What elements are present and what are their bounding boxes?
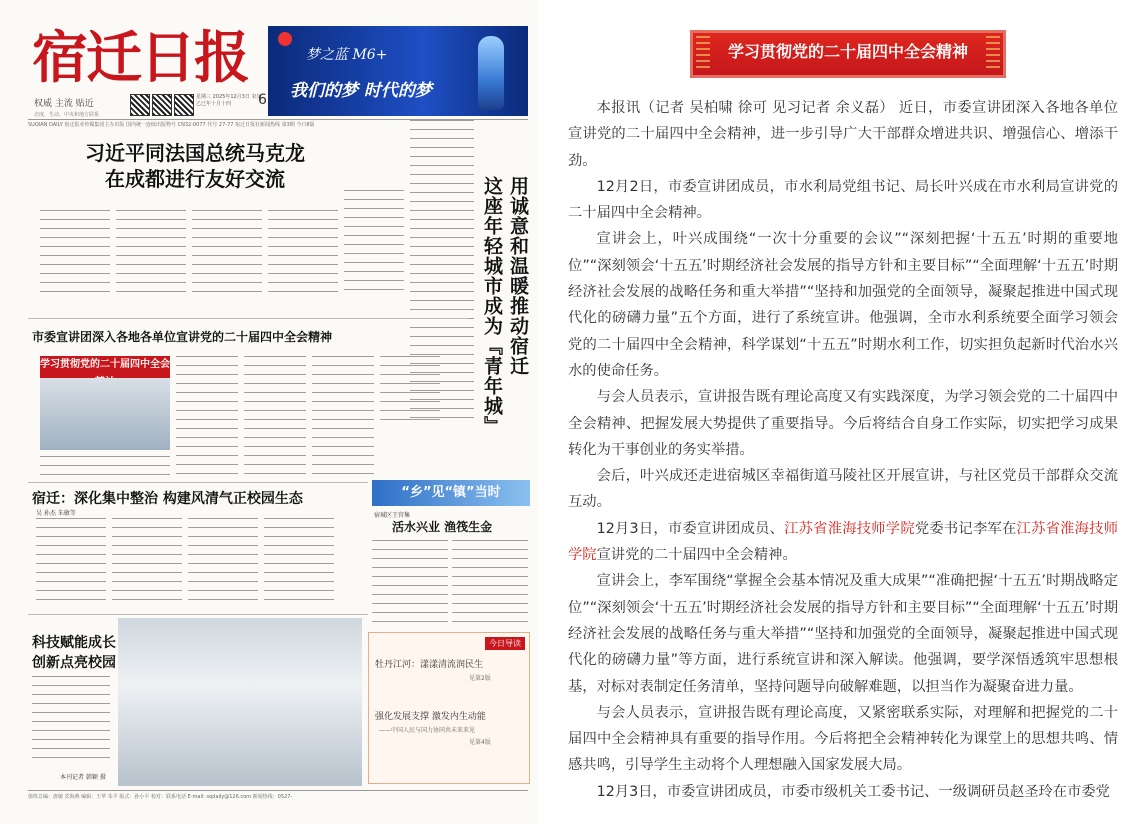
article-paragraph xyxy=(568,95,1118,174)
highlighted-link[interactable]: 江苏省淮海技师学院 xyxy=(784,520,915,537)
article-paragraph xyxy=(568,516,1118,569)
divider xyxy=(28,318,468,319)
masthead-slogan xyxy=(34,96,99,119)
classroom-photo xyxy=(118,618,362,786)
slogan-text: 权威 主流 贴近 xyxy=(34,99,94,109)
qr-code-icon xyxy=(152,94,172,116)
body-text xyxy=(380,356,440,426)
divider xyxy=(28,614,368,615)
newspaper-page-thumbnail xyxy=(0,0,538,824)
bottle-image xyxy=(478,36,504,110)
guide-item-2: 强化发展支撑 激发内生动能 xyxy=(375,712,486,722)
body-text xyxy=(40,210,110,300)
paragraph-text: 本报讯（记者 吴柏啸 徐可 见习记者 余义磊） 近日，市委宣讲团深入各地各单位宣讲党的二十届四中全会精神，进一步引导广大干部群众增进共识、增强信心、增添干劲。 xyxy=(568,100,1118,169)
guide-item-2-sub: ——中国人民与国力协同共未来来见 xyxy=(379,727,476,734)
body-text xyxy=(452,540,528,626)
paragraph-text: 12月2日，市委宣讲团成员，市水利局党组书记、局长叶兴成在市水利局宣讲党的二十届四中全会精神。 xyxy=(568,178,1118,222)
paragraph-text: 12月3日，市委宣讲团成员，市委市级机关工委书记、一级调研员赵圣玲在市委党 xyxy=(596,783,1110,800)
body-text xyxy=(36,518,106,608)
body-text xyxy=(116,210,186,300)
town-headline: 活水兴业 渔筏生金 xyxy=(392,520,493,534)
body-text xyxy=(40,456,170,476)
article-banner-title: 学习贯彻党的二十届四中全会精神 xyxy=(690,30,1006,78)
article-paragraph xyxy=(568,174,1118,227)
liquor-advertisement xyxy=(268,26,528,116)
body-text xyxy=(244,356,306,476)
article2-byline: 吴 孙杰 朱敏等 xyxy=(36,510,76,517)
lead-headline-line1: 习近平同法国总统马克龙 xyxy=(85,141,305,165)
body-text xyxy=(344,190,404,290)
lead-headline-line2: 在成都进行友好交流 xyxy=(105,167,285,191)
qr-code-icon xyxy=(174,94,194,116)
paragraph-text: 党委书记李军在 xyxy=(914,520,1017,537)
body-text xyxy=(188,518,258,608)
feature-banner: “乡”见“镇”当时 xyxy=(372,480,530,506)
page-footer: 值班总编：唐敏 宾海燕 编辑：王华 朱平 版式：孙小平 校对：联系电话 E-mail: sqdaily@126.com 新闻热线：0527- xyxy=(28,790,528,800)
paragraph-text: 与会人员表示，宣讲报告既有理论高度，又紧密联系实际，对理解和把握党的二十届四中全会精神具有重要的指导作用。今后将把全会精神转化为课堂上的思想共鸣、情感共鸣，引导学生主动将个人理想融入国家发展大局。 xyxy=(568,704,1118,774)
body-text xyxy=(112,518,182,608)
paragraph-text: 12月3日，市委宣讲团成员、 xyxy=(596,520,785,537)
meeting-photo xyxy=(40,378,170,450)
body-text xyxy=(176,356,238,476)
issue-page-number: 6 xyxy=(258,92,267,108)
vertical-headline-right: 用诚意和温暖推动宿迁 xyxy=(507,176,529,376)
article2-headline: 宿迁：深化集中整治 构建风清气正校园生态 xyxy=(32,491,303,507)
body-text xyxy=(372,540,448,626)
town-caption: 宿城区王官集 xyxy=(374,512,411,519)
guide-item-2-page: 见第4版 xyxy=(469,739,491,746)
lead-headline xyxy=(40,140,350,192)
ad-brand: 梦之蓝 M6+ xyxy=(306,47,388,63)
paragraph-text: 宣讲党的二十届四中全会精神。 xyxy=(596,547,797,564)
guide-item-1: 牡丹江河：漾漾清流润民生 xyxy=(375,660,484,670)
article-paragraph xyxy=(568,568,1118,699)
brand-logo-icon xyxy=(278,32,292,46)
paragraph-text: 会后，叶兴成还走进宿城区幸福街道马陵社区开展宣讲，与社区党员干部群众交流互动。 xyxy=(568,468,1118,511)
guide-item-1-page: 见第2版 xyxy=(469,675,491,682)
section-headline: 市委宣讲团深入各地各单位宣讲党的二十届四中全会精神 xyxy=(32,330,333,344)
body-text xyxy=(32,676,110,766)
ad-slogan: 我们的梦 时代的梦 xyxy=(290,81,432,101)
article xyxy=(556,0,1126,824)
body-text xyxy=(264,518,334,608)
masthead-meta: SUQIAN DAILY 宿迁报业传媒集团主办出版 国内统一连续出版物号 CN32-0077 代号 27-77 宿迁日报社新闻热线 第3期 今日8版 xyxy=(28,122,315,128)
paragraph-text: 宣讲会上，李军围绕“掌握全会基本情况及重大成果”“准确把握‘十五五’时期战略定位”“深刻领会‘十五五’时期经济社会发展的指导方针和主要目标”“全面理解‘十五五’时期经济社会发展的战略任务与重大举措”“坚持和加强党的全面领导，凝聚起推进中国式现代化的磅礴力量”等方面，进行系统宣讲和深入解读。他强调，要学深悟透筑牢思想根基，对标对表制定任务清单，坚持问题导向破解难题，以担当作为凝聚奋进力量。 xyxy=(568,573,1118,695)
body-text xyxy=(192,210,262,300)
issue-date: 星期三 2025年12月3日 农历乙巳年十月十四 xyxy=(196,94,262,107)
article-paragraph xyxy=(568,779,1118,805)
body-text xyxy=(268,210,338,300)
article-paragraph xyxy=(568,226,1118,384)
paragraph-text: 与会人员表示，宣讲报告既有理论高度又有实践深度，为学习领会党的二十届四中全会精神、把握发展大势提供了重要指导。今后将结合自身工作实际，切实把学习成果转化为干事创业的务实举措。 xyxy=(568,389,1118,458)
masthead-logo: 宿迁日报 xyxy=(32,25,248,91)
divider xyxy=(28,482,368,483)
paragraph-text: 宣讲会上，叶兴成围绕“一次十分重要的会议”“深刻把握‘十五五’时期的重要地位”“深刻领会‘十五五’时期经济社会发展的指导方针和主要目标”“全面理解‘十五五’时期经济社会发展的战略任务和重大举措”“坚持和加强党的全面领导，凝聚起推进中国式现代化的磅礴力量”五个方面，进行了系统宣讲。他强调，全市水利系统要全面学习领会党的二十届四中全会精神，科学谋划“十五五”时期水利工作，切实担负起新时代治水兴水的使命任务。 xyxy=(568,231,1118,379)
highlighted-link[interactable]: 江苏省淮海技师学院 xyxy=(568,520,1118,564)
vertical-headline-left: 这座年轻城市成为『青年城』 xyxy=(481,176,503,436)
todays-guide-box xyxy=(368,632,530,784)
photo-title-line1: 科技赋能成长 xyxy=(32,635,116,651)
section-banner: 学习贯彻党的二十届四中全会 xyxy=(40,356,170,392)
article-paragraph xyxy=(568,384,1118,463)
article-body xyxy=(568,95,1118,805)
article-paragraph xyxy=(568,700,1118,779)
guide-tag: 今日导读 xyxy=(485,637,525,650)
article-paragraph xyxy=(568,463,1118,516)
photo-title-line2: 创新点亮校园 xyxy=(32,655,116,671)
body-text xyxy=(312,356,374,476)
slogan-sub-text: 态度、生动、中央和地方联系 xyxy=(34,112,100,118)
qr-code-icon xyxy=(130,94,150,116)
photo-credit: 本刊记者 韩颖 摄 xyxy=(60,774,106,781)
